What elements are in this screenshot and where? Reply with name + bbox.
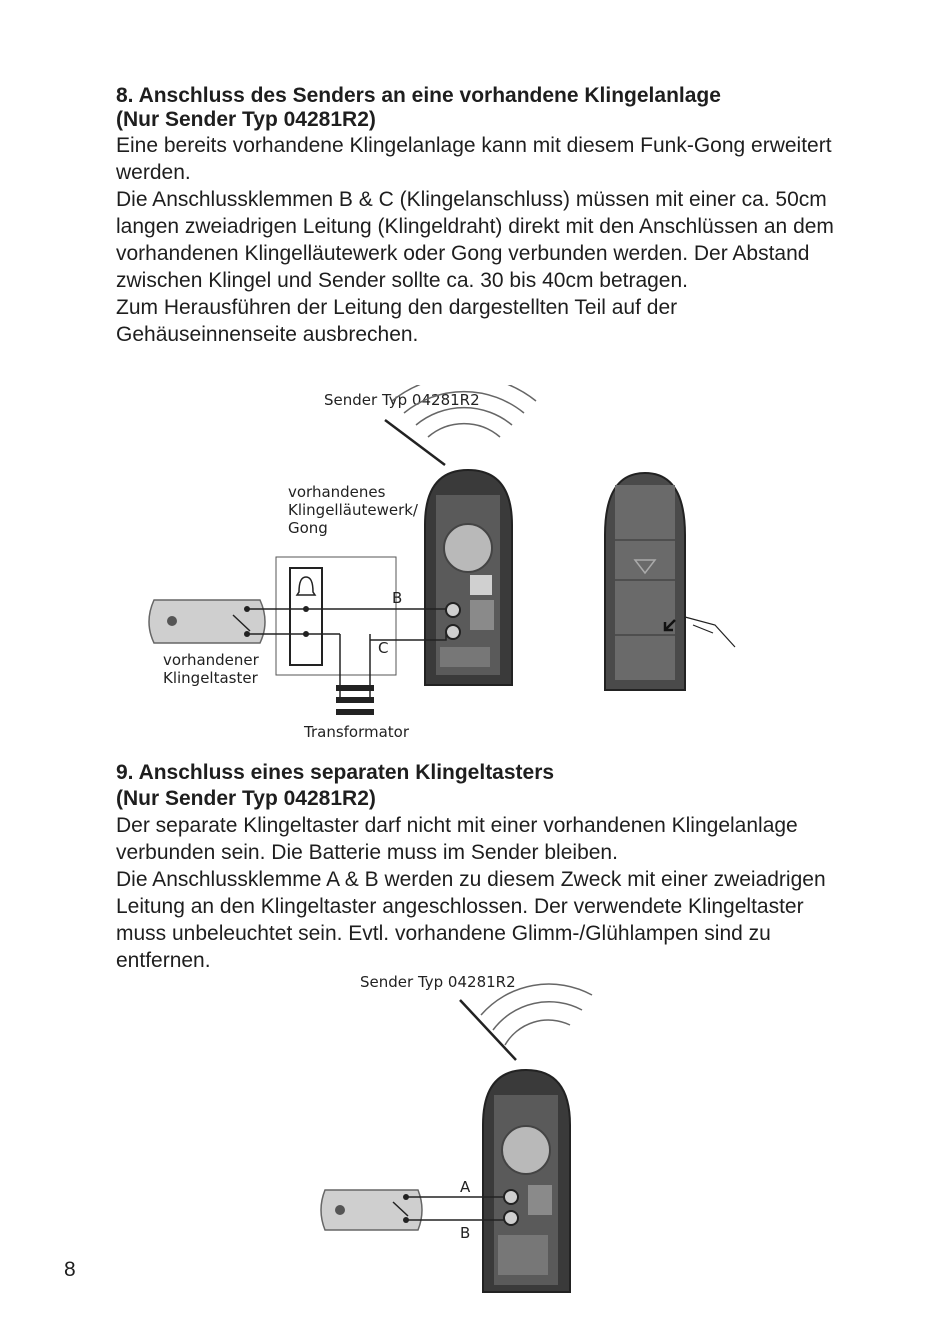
terminal-b-label: B — [392, 589, 403, 607]
section-8 — [116, 84, 836, 348]
section-9-heading — [116, 760, 836, 812]
section-8-paragraph-3: Zum Herausführen der Leitung den dargestellten Teil auf der Gehäuseinnenseite ausbrechen. — [116, 296, 678, 346]
chime-label-line1: vorhandenes — [288, 483, 386, 501]
sender-pointer-line — [460, 1000, 516, 1060]
section-8-paragraph-1: Eine bereits vorhandene Klingelanlage kann mit diesem Funk-Gong erweitert werden. — [116, 134, 832, 184]
terminal-a-label: A — [460, 1178, 471, 1196]
figure-1-sender-label: Sender Typ 04281R2 — [324, 391, 480, 409]
terminal-b-label: B — [460, 1224, 471, 1242]
chime-outline — [276, 557, 396, 675]
section-9-paragraph-1: Der separate Klingeltaster darf nicht mit einer vorhandenen Klingelanlage verbunden sein. Die Batterie muss im Sender bleiben. — [116, 814, 798, 864]
transmitter-housing-image — [605, 473, 735, 690]
section-9-heading-line2: (Nur Sender Typ 04281R2) — [116, 787, 376, 810]
radio-waves-icon — [481, 984, 592, 1045]
bell-icon — [297, 577, 315, 595]
section-9-heading-line1: 9. Anschluss eines separaten Klingeltasters — [116, 761, 555, 784]
figure-bell-system-wiring — [140, 385, 800, 745]
section-9 — [116, 760, 836, 974]
wiring-lines — [247, 609, 446, 697]
section-8-heading-line2: (Nur Sender Typ 04281R2) — [116, 108, 376, 131]
figure-2-sender-label: Sender Typ 04281R2 — [360, 973, 516, 991]
transmitter-device-image — [425, 470, 512, 685]
section-8-heading — [116, 84, 836, 132]
bell-button-image — [149, 600, 265, 643]
sender-pointer-line — [385, 420, 445, 465]
transformer-label: Transformator — [304, 723, 410, 741]
page-number: 8 — [64, 1258, 76, 1281]
bell-button-image — [321, 1190, 422, 1230]
chime-box — [290, 568, 322, 665]
section-9-paragraph-2: Die Anschlussklemme A & B werden zu diesem Zweck mit einer zweiadrigen Leitung an den Klingeltaster angeschlossen. Der verwendete Klingeltaster muss unbeleuchtet sein. Evtl. vorhandene Glimm-/Glühlampen sind zu entfernen. — [116, 868, 826, 972]
figure-separate-button-wiring — [300, 970, 620, 1300]
section-8-heading-line1: 8. Anschluss des Senders an eine vorhandene Klingelanlage — [116, 84, 721, 107]
chime-label-line3: Gong — [288, 519, 328, 537]
chime-label-line2: Klingelläutewerk/ — [288, 501, 418, 519]
section-8-paragraph-2: Die Anschlussklemmen B & C (Klingelanschluss) müssen mit einer ca. 50cm langen zweiadrigen Leitung (Klingeldraht) direkt mit den Anschlüssen an dem vorhandenen Klingelläutewerk oder Gong verbunden werden. Der Abstand zwischen Klingel und Sender sollte ca. 30 bis 40cm betragen. — [116, 188, 834, 292]
transformer-icon — [336, 685, 374, 715]
terminal-c-label: C — [378, 639, 389, 657]
bell-button-label-line1: vorhandener — [163, 651, 259, 669]
transmitter-device-image — [483, 1070, 570, 1292]
bell-button-label-line2: Klingeltaster — [163, 669, 258, 687]
